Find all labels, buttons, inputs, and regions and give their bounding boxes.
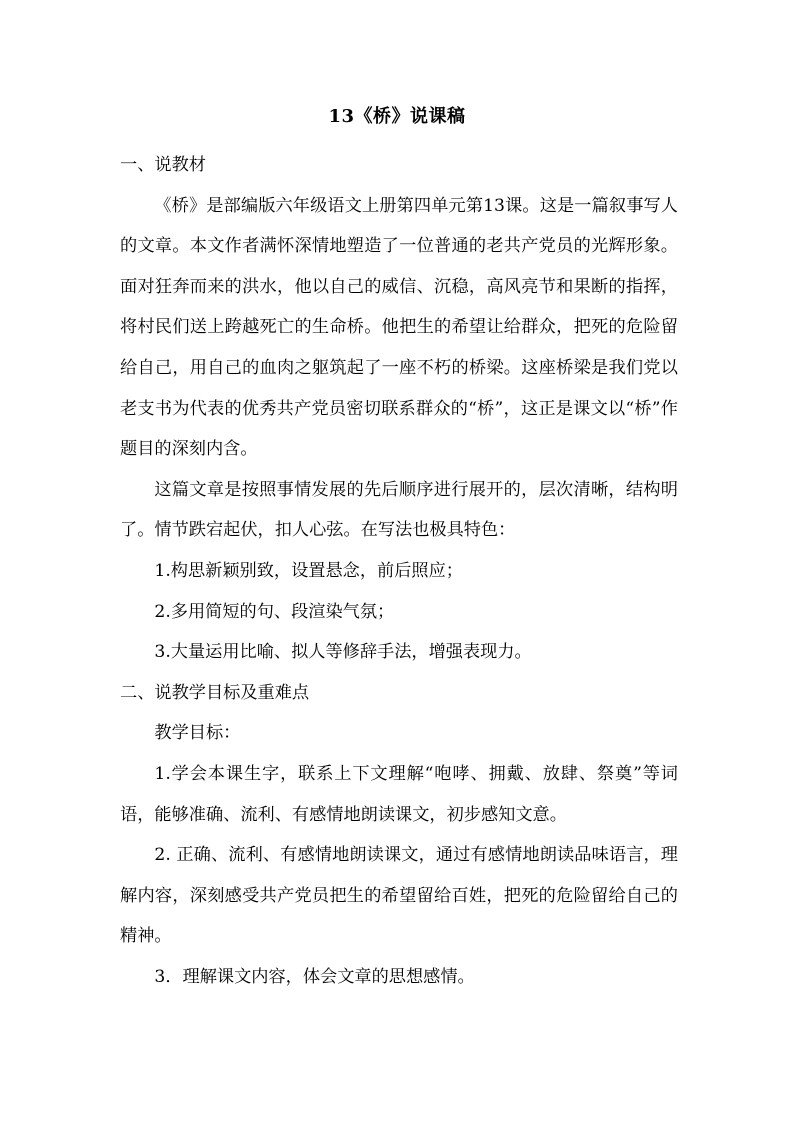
feature-item: 1.构思新颖别致，设置悬念，前后照应； <box>154 560 463 581</box>
feature-item: 3.大量运用比喻、拟人等修辞手法，增强表现力。 <box>154 642 532 663</box>
feature-item: 2.多用简短的句、段渲染气氛； <box>154 601 395 622</box>
goal-item: 2. 正确、流利、有感情地朗读课文，通过有感情地朗读品味语言，理解内容，深刻感受共产党员把生的希望留给百姓，把死的危险留给自己的精神。 <box>120 845 678 947</box>
document-title: 13《桥》说课稿 <box>328 106 466 127</box>
paragraph-text-intro: 《桥》是部编版六年级语文上册第四单元第13课。这是一篇叙事写人的文章。本文作者满怀深情地塑造了一位普通的老共产党员的光辉形象。面对狂奔而来的洪水，他以自己的威信、沉稳，高风亮节和果断的指挥，将村民们送上跨越死亡的生命桥。他把生的希望让给群众，把死的危险留给自己，用自己的血肉之躯筑起了一座不朽的桥梁。这座桥梁是我们党以老支书为代表的优秀共产党员密切联系群众的“桥”，这正是课文以“桥”作题目的深刻内含。 <box>120 195 678 460</box>
section-heading-goals: 二、说教学目标及重难点 <box>120 682 310 703</box>
goal-item: 3．理解课文内容，体会文章的思想感情。 <box>154 966 475 987</box>
goals-label: 教学目标： <box>154 723 241 744</box>
section-heading-teaching-material: 一、说教材 <box>120 155 206 175</box>
goal-item: 1.学会本课生字，联系上下文理解“咆哮、拥戴、放肆、祭奠”等词语，能够准确、流利、有感情地朗读课文，初步感知文意。 <box>120 763 678 825</box>
paragraph-structure: 这篇文章是按照事情发展的先后顺序进行展开的，层次清晰，结构明了。情节跌宕起伏，扣人心弦。在写法也极具特色： <box>120 479 678 541</box>
document-body <box>120 145 678 997</box>
